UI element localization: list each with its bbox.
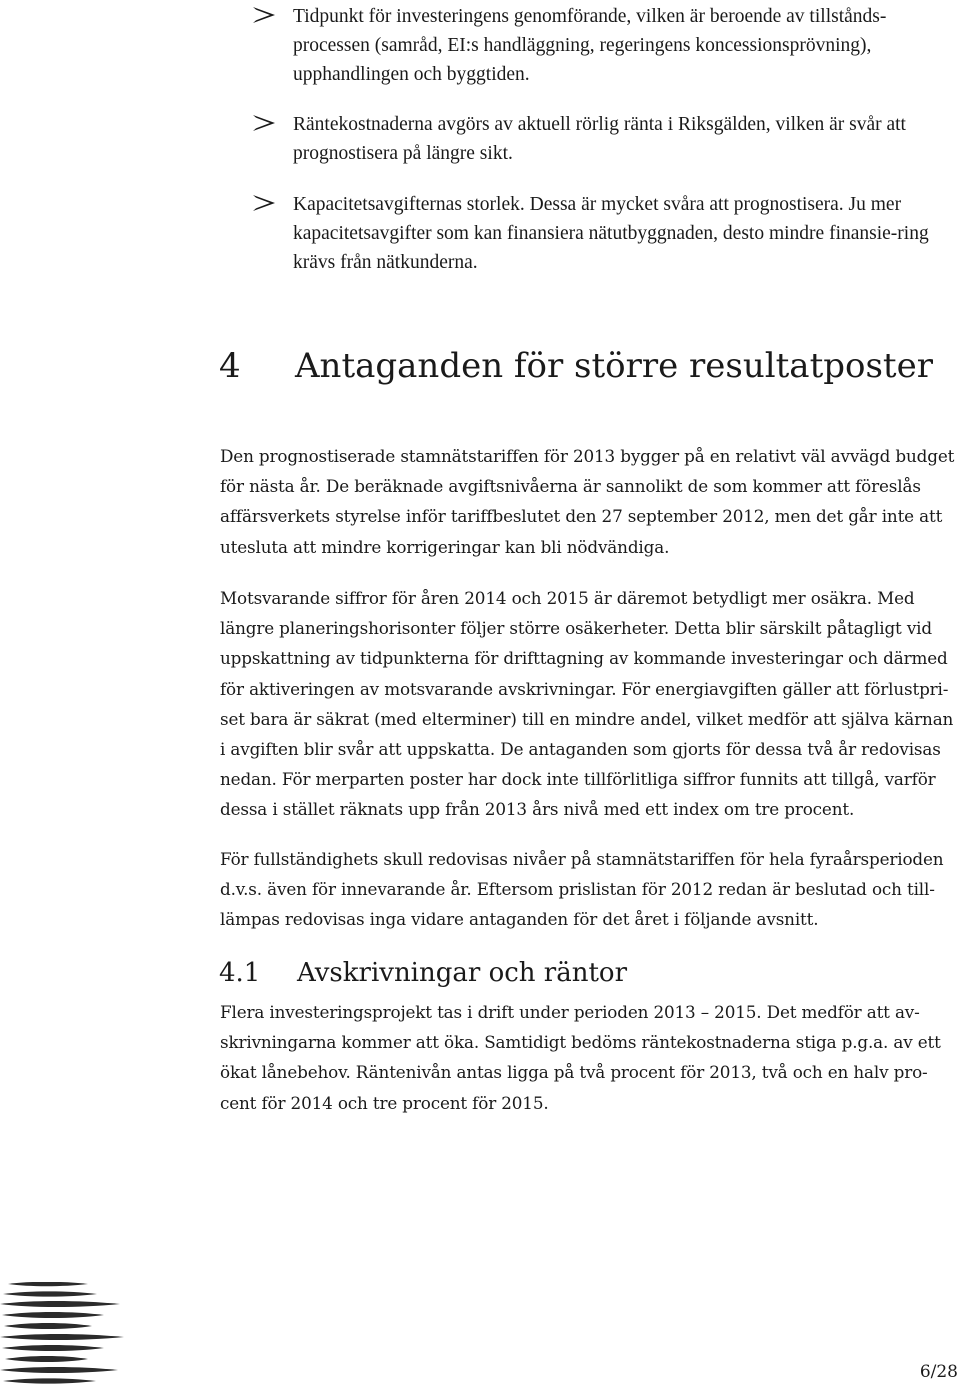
body-paragraph: Motsvarande siffror för åren 2014 och 2015 är däremot betydligt mer osäkra. Med längre planeringshorisonter följer större osäkerheter. Detta blir särskilt påtagligt vid uppskattning av tidpunkterna för drifttagning av kommande investeringar och därmed för aktiveringen av motsvarande avskrivningar. För energiavgiften gäller att förlustpri-set bara är säkrat (med elterminer) till en mindre andel, vilket medför att själva kärnan i avgiften blir svår att uppskatta. De antaganden som gjorts för dessa två år redovisas nedan. För merparten poster har dock inte tillförlitliga siffror funnits att tillgå, varför dessa i stället räknats upp från 2013 års nivå med ett index om tre procent. <box>220 588 954 820</box>
arrow-bullet-icon <box>253 115 275 131</box>
body-paragraph: Flera investeringsprojekt tas i drift under perioden 2013 – 2015. Det medför att av-skrivningarna kommer att öka. Samtidigt bedöms räntekostnaderna stiga p.g.a. av ett ökat lånebehov. Räntenivån antas ligga på två procent för 2013, två och en halv pro-cent för 2014 och tre procent för 2015. <box>220 1002 941 1113</box>
section-title: Antaganden för större resultatposter <box>295 346 933 386</box>
body-paragraph: Den prognostiserade stamnätstariffen för 2013 bygger på en relativt väl avvägd budget för nästa år. De beräknade avgiftsnivåerna är sannolikt de som kommer att föreslås affärsverkets styrelse inför tariffbeslutet den 27 september 2012, men det går inte att utesluta att mindre korrigeringar kan bli nödvändiga. <box>220 446 955 557</box>
bullet-text: Räntekostnaderna avgörs av aktuell rörlig ränta i Riksgälden, vilken är svår att prognostisera på längre sikt. <box>293 114 906 164</box>
subsection-number: 4.1 <box>219 958 261 988</box>
subsection-title: Avskrivningar och räntor <box>297 958 628 988</box>
bullet-text: Tidpunkt för investeringens genomförande, vilken är beroende av tillstånds-processen (samråd, EI:s handläggning, regeringens koncessionsprövning), upphandlingen och byggtiden. <box>293 6 887 85</box>
arrow-bullet-icon <box>253 7 275 23</box>
arrow-bullet-icon <box>253 195 275 211</box>
subsection-heading <box>219 958 627 988</box>
section-heading <box>219 346 933 386</box>
svenska-kraftnat-logo-icon <box>0 1282 125 1390</box>
page-number: 6/28 <box>919 1362 958 1382</box>
body-paragraph: För fullständighets skull redovisas nivåer på stamnätstariffen för hela fyraårsperioden d.v.s. även för innevarande år. Eftersom prislistan för 2012 redan är beslutad och till-lämpas redovisas inga vidare antaganden för det året i följande avsnitt. <box>220 849 944 930</box>
section-number: 4 <box>219 346 241 386</box>
bullet-text: Kapacitetsavgifternas storlek. Dessa är mycket svåra att prognostisera. Ju mer kapacitetsavgifter som kan finansiera nätutbyggnaden, desto mindre finansie-ring krävs från nätkunderna. <box>293 194 929 273</box>
